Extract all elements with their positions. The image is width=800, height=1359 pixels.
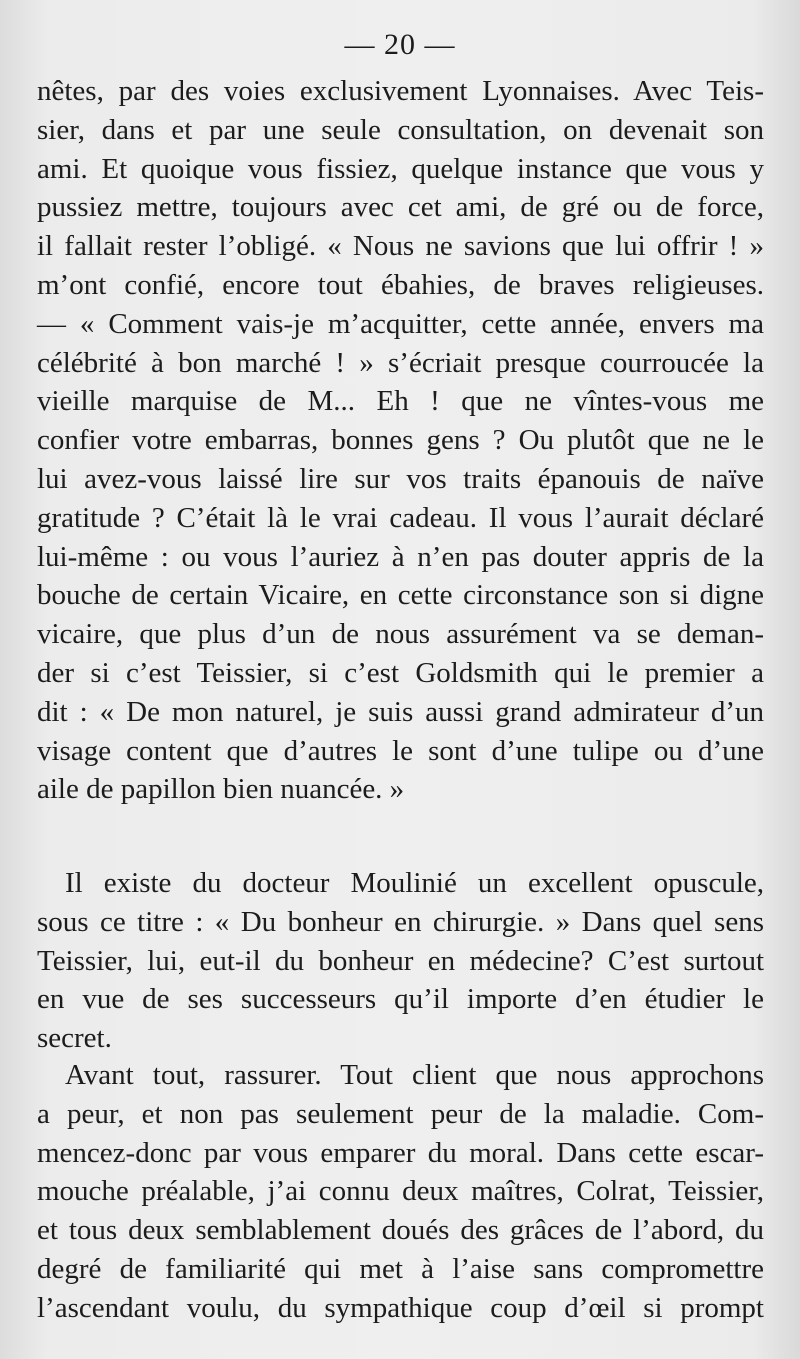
page-number: — 20 — (344, 28, 456, 61)
text-line: sous ce titre : « Du bonheur en chirurgie. » Dans quel sens (37, 905, 764, 938)
text-line: aile de papillon bien nuancée. » (37, 773, 405, 806)
text-line: a peur, et non pas seulement peur de la maladie. Com- (37, 1097, 764, 1130)
text-line: secret. (37, 1022, 112, 1055)
paragraph-2 (37, 864, 764, 1058)
text-line: et tous deux semblablement doués des grâces de l’abord, du (37, 1214, 764, 1247)
text-line: il fallait rester l’obligé. « Nous ne savions que lui offrir ! » (37, 230, 764, 263)
text-line: nêtes, par des voies exclusivement Lyonnaises. Avec Teis- (37, 75, 764, 107)
text-line: bouche de certain Vicaire, en cette circonstance son si digne (37, 579, 764, 612)
text-line: en vue de ses successeurs qu’il importe d’en étudier le (37, 983, 764, 1016)
paragraph-1 (37, 72, 764, 809)
text-line: mencez-donc par vous emparer du moral. Dans cette escar- (37, 1136, 764, 1169)
text-line: der si c’est Teissier, si c’est Goldsmith qui le premier a (37, 656, 764, 689)
paragraph-3 (37, 1056, 764, 1328)
text-line: — « Comment vais-je m’acquitter, cette année, envers ma (37, 307, 764, 340)
text-line: pussiez mettre, toujours avec cet ami, de gré ou de force, (37, 191, 764, 224)
text-line: Il existe du docteur Moulinié un excellent opuscule, (65, 867, 764, 899)
text-line: sier, dans et par une seule consultation, on devenait son (37, 113, 764, 146)
text-line: confier votre embarras, bonnes gens ? Ou plutôt que ne le (37, 424, 764, 457)
text-line: lui-même : ou vous l’auriez à n’en pas douter appris de la (37, 540, 764, 573)
text-line: célébrité à bon marché ! » s’écriait presque courroucée la (37, 346, 764, 379)
text-line: vieille marquise de M... Eh ! que ne vîntes-vous me (37, 385, 764, 418)
text-line: mouche préalable, j’ai connu deux maîtres, Colrat, Teissier, (37, 1175, 764, 1208)
text-line: gratitude ? C’était là le vrai cadeau. Il vous l’aurait déclaré (37, 501, 764, 534)
text-line: l’ascendant voulu, du sympathique coup d’œil si prompt (37, 1291, 764, 1324)
text-line: dit : « De mon naturel, je suis aussi grand admirateur d’un (37, 695, 764, 728)
text-line: lui avez-vous laissé lire sur vos traits épanouis de naïve (37, 462, 764, 495)
text-line: degré de familiarité qui met à l’aise sans compromettre (37, 1252, 764, 1285)
text-line: Teissier, lui, eut-il du bonheur en médecine? C’est surtout (37, 944, 764, 977)
text-line: ami. Et quoique vous fissiez, quelque instance que vous y (37, 152, 764, 185)
text-line: vicaire, que plus d’un de nous assurément va se deman- (37, 618, 764, 651)
text-line: visage content que d’autres le sont d’une tulipe ou d’une (37, 734, 764, 767)
text-line: m’ont confié, encore tout ébahies, de braves religieuses. (37, 268, 764, 301)
text-line: Avant tout, rassurer. Tout client que nous approchons (65, 1059, 764, 1091)
